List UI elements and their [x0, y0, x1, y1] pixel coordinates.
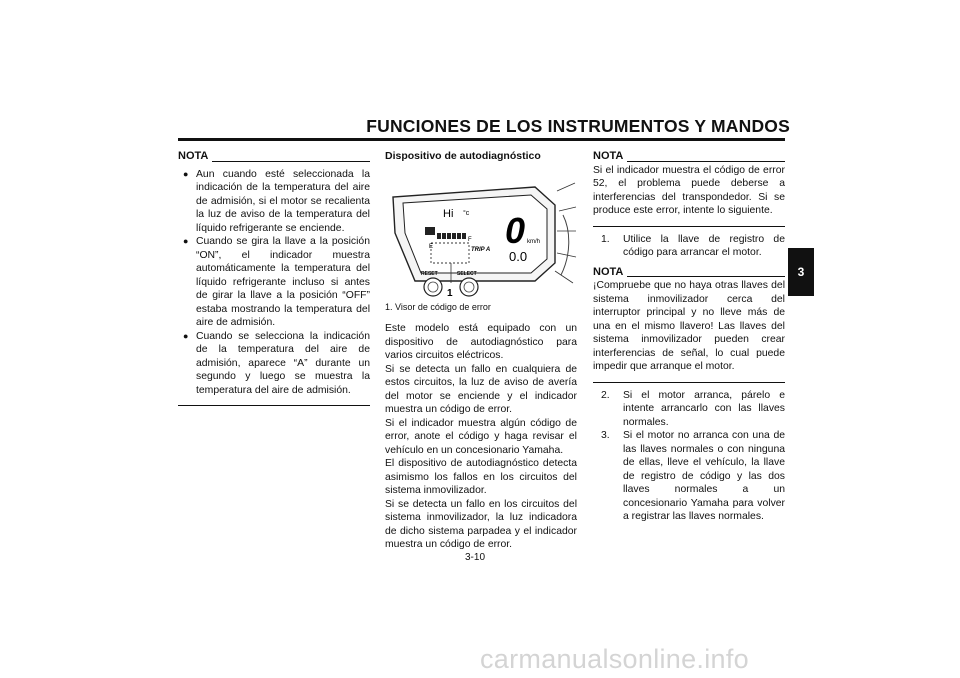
step-text: Si el motor no arranca con una de las llaves normales o con ninguna de ellas, lleve el vehículo, la llave de registro de código y las dos llaves normales a un concesionario Yamaha para volver a registrar las llaves normales. [623, 430, 785, 522]
nota-end-rule [178, 405, 370, 406]
procedure-step [593, 429, 785, 524]
step-number: 2. [601, 389, 610, 401]
display-trip-value: 0.0 [509, 248, 528, 264]
nota-text: Si el indicador muestra el código de error 52, el problema puede deberse a interferencias del transpondedor. Si se produce este error, intente lo siguiente. [593, 164, 785, 216]
nota-bullet: ● Aun cuando esté seleccionada la indicación de la temperatura del aire de admisión, si el motor se recalienta la luz de aviso de la temperatura del líquido refrigerante se enciende. [183, 168, 370, 234]
display-speed-unit: km/h [527, 238, 541, 245]
header-rule [178, 138, 785, 141]
right-column [593, 150, 785, 524]
nota-bullet: ● Cuando se selecciona la indicación de la temperatura del aire de admisión, aparece “A” durante un segundo y luego se muestra la temperatura del aire de admisión. [183, 330, 370, 396]
procedure-step [593, 233, 785, 260]
display-celsius-unit: °c [463, 209, 470, 217]
page-title: FUNCIONES DE LOS INSTRUMENTOS Y MANDOS [366, 116, 790, 136]
display-big-digit: 0 [505, 209, 526, 251]
left-column [178, 150, 370, 406]
select-label: SELECT [457, 270, 477, 277]
nota-bullet: ● Cuando se gira la llave a la posición “ON”, el indicador muestra automáticamente la temperatura del líquido refrigerante incluso si antes de girar la llave a la posición “OFF” estaba mostrando la temperatura del aire de admisión. [183, 236, 370, 328]
body-paragraph: El dispositivo de autodiagnóstico detecta asimismo los fallos en los circuitos del sistema inmovilizador. [385, 458, 577, 496]
chapter-tab: 3 [788, 248, 814, 296]
meter-figure [385, 171, 577, 299]
body-paragraph: Si se detecta un fallo en cualquiera de estos circuitos, la luz de aviso de avería del motor se enciende y el indicador muestra un código de error. [385, 363, 577, 415]
bullet-dot-icon: ● [183, 168, 189, 179]
nota-end-rule [593, 226, 785, 227]
nota-text: ¡Compruebe que no haya otras llaves del sistema inmovilizador cerca del interruptor principal y no lleve más de una en el mismo llavero! Las llaves del sistema inmovilizador pueden crear interferencias de señal, lo cual puede impedir que arranque el motor. [593, 280, 785, 372]
bullet-dot-icon: ● [183, 330, 189, 341]
watermark: carmanualsonline.info [480, 644, 749, 674]
figure-caption: 1. Visor de código de error [385, 301, 491, 312]
body-paragraph: Si se detecta un fallo en los circuitos del sistema inmovilizador, la luz indicadora de dicho sistema parpadea y el indicador muestra un código de error. [385, 498, 577, 550]
fuel-f-label: F [468, 236, 472, 243]
page-number: 3-10 [465, 552, 486, 563]
section-heading: Dispositivo de autodiagnóstico [385, 150, 541, 162]
fuel-pump-icon [425, 227, 435, 235]
step-text: Utilice la llave de registro de código para arrancar el motor. [623, 233, 785, 258]
reset-button-icon [424, 278, 442, 296]
nota-label: NOTA [593, 150, 624, 162]
bullet-dot-icon: ● [183, 236, 189, 246]
fuel-e-label: E [429, 243, 434, 250]
nota-label: NOTA [593, 265, 624, 278]
instrument-panel-illustration [385, 171, 577, 299]
reset-label: RESET [421, 270, 438, 277]
step-text: Si el motor arranca, párelo e intente arrancarlo con las llaves normales. [623, 389, 785, 428]
nota-heading [178, 150, 370, 164]
middle-column [385, 150, 577, 552]
nota-end-rule [593, 382, 785, 383]
procedure-step [593, 389, 785, 430]
step-number: 3. [601, 430, 610, 441]
display-hi: Hi [443, 207, 454, 220]
select-button-icon [460, 278, 478, 296]
nota-heading [593, 266, 785, 280]
callout-number: 1 [447, 287, 453, 299]
body-paragraph: Si el indicador muestra algún código de error, anote el código y haga revisar el vehículo en un concesionario Yamaha. [385, 417, 577, 456]
display-trip-label: TRIP A [471, 246, 491, 253]
body-paragraph: Este modelo está equipado con un dispositivo de autodiagnóstico para varios circuitos eléctricos. [385, 323, 577, 361]
nota-label: NOTA [178, 150, 209, 162]
nota-heading [593, 150, 785, 164]
step-number: 1. [601, 233, 610, 245]
